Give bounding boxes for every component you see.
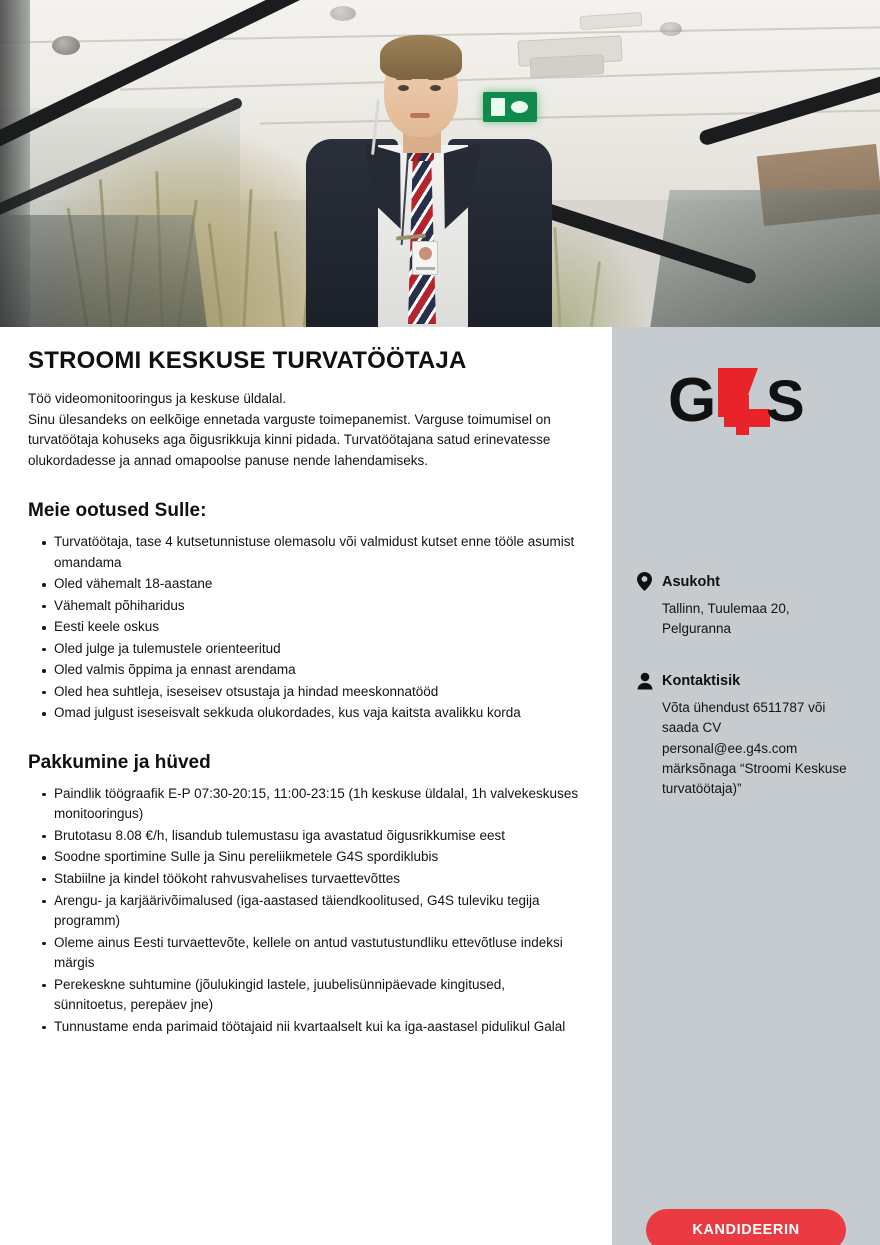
apply-button-container: [612, 1209, 880, 1245]
list-item: Stabiilne ja kindel töökoht rahvusvahelises turvaettevõttes: [28, 869, 580, 890]
list-item: Arengu- ja karjäärivõimalused (iga-aastased täiendkoolitused, G4S tuleviku tegija programm): [28, 891, 580, 932]
requirements-list: [28, 532, 580, 724]
benefits-heading: Pakkumine ja hüved: [28, 751, 211, 773]
apply-button[interactable]: KANDIDEERIN: [646, 1209, 846, 1245]
eyebrow: [396, 77, 412, 80]
security-guard-figure: [300, 27, 560, 327]
contact-label: Kontaktisik: [662, 673, 741, 689]
mouth: [410, 113, 430, 118]
page-title: STROOMI KESKUSE TURVATÖÖTAJA: [28, 347, 467, 374]
list-item: Oled vähemalt 18-aastane: [28, 574, 580, 595]
location-value: Tallinn, Tuulemaa 20, Pelguranna: [662, 601, 790, 637]
list-item: Brutotasu 8.08 €/h, lisandub tulemustasu iga avastatud õigusrikkumise eest: [28, 826, 580, 847]
job-intro: [28, 389, 580, 473]
contact-block: [636, 672, 860, 799]
list-item: Turvatöötaja, tase 4 kutsetunnistuse olemasolu või valmidust kutset enne tööle asumist omandama: [28, 532, 580, 573]
location-label: Asukoht: [662, 573, 720, 590]
person-icon: [636, 672, 653, 690]
location-heading-row: [636, 572, 860, 591]
location-block: [636, 572, 860, 640]
job-content: [0, 327, 612, 1245]
g4s-logo-icon: [666, 365, 826, 439]
intro-line-1: Töö videomonitooringus ja keskuse üldalal.: [28, 390, 287, 406]
sidebar: [612, 327, 880, 1245]
list-item: Oleme ainus Eesti turvaettevõte, kellele on antud vastutustundliku ettevõtluse indeksi märgis: [28, 933, 580, 974]
eyebrow: [428, 77, 444, 80]
list-item: Oled valmis õppima ja ennast arendama: [28, 660, 580, 681]
map-pin-icon: [636, 572, 653, 591]
eye: [398, 85, 409, 91]
contact-value: Võta ühendust 6511787 või saada CV personal@ee.g4s.com märksõnaga “Stroomi Keskuse turvatöötaja)”: [662, 700, 847, 796]
list-item: Perekeskne suhtumine (jõulukingid lastele, juubelisünnipäevade kingitused, sünnitoetus, perepäev jne): [28, 975, 580, 1016]
company-logo: [612, 359, 880, 445]
list-item: Oled hea suhtleja, iseseisev otsustaja ja hindad meeskonnatööd: [28, 682, 580, 703]
hero-scene: [0, 0, 880, 327]
escalator-glass-panel: [0, 215, 207, 327]
ceiling-camera-dome-icon: [52, 36, 80, 55]
ceiling-light: [660, 22, 682, 36]
list-item: Eesti keele oskus: [28, 617, 580, 638]
contact-heading-row: [636, 672, 860, 690]
list-item: Vähemalt põhiharidus: [28, 596, 580, 617]
svg-text:G: G: [668, 366, 717, 435]
hair: [380, 35, 462, 79]
list-item: Paindlik töögraafik E-P 07:30-20:15, 11:00-23:15 (1h keskuse üldalal, 1h valvekeskuses monitooringus): [28, 784, 580, 825]
svg-text:S: S: [766, 369, 805, 434]
list-item: Omad julgust iseseisvalt sekkuda olukordades, kus vaja kaitsta avalikku korda: [28, 703, 580, 724]
requirements-heading: Meie ootused Sulle:: [28, 500, 207, 522]
id-badge: [412, 241, 438, 275]
eye: [430, 85, 441, 91]
benefits-list: [28, 784, 580, 1037]
list-item: Soodne sportimine Sulle ja Sinu pereliikmetele G4S spordiklubis: [28, 847, 580, 868]
intro-line-2: Sinu ülesandeks on eelkõige ennetada varguste toimepanemist. Varguse toimumisel on turvatöötaja kohuseks aga õigusrikkuja kinni pidada. Turvatöötajana satud erinevatesse olukordadesse ja annad omapoolse panuse nende lahendamiseks.: [28, 411, 551, 469]
ceiling-light: [330, 6, 356, 21]
hero-photo: [0, 0, 880, 327]
list-item: Tunnustame enda parimaid töötajaid nii kvartaalselt kui ka iga-aastasel pidulikul Galal: [28, 1017, 580, 1038]
list-item: Oled julge ja tulemustele orienteeritud: [28, 639, 580, 660]
